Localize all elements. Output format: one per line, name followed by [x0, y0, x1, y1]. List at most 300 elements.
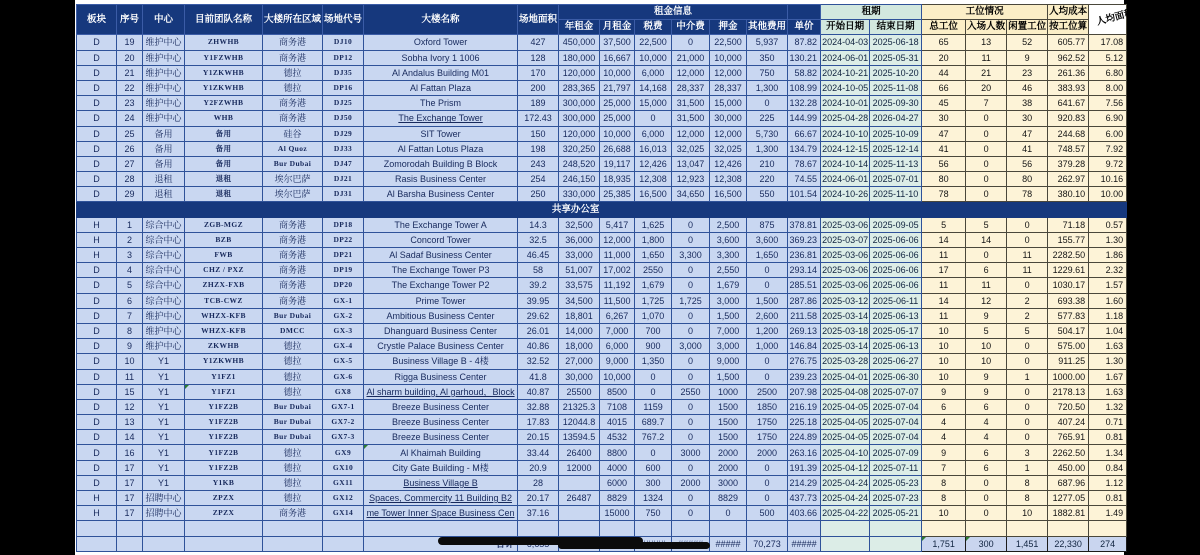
- cell-tax[interactable]: 750: [635, 506, 672, 521]
- cell-tax[interactable]: 1,625: [635, 217, 672, 232]
- cell-seq[interactable]: 12: [117, 399, 143, 414]
- cell-cost-per-seat[interactable]: 261.36: [1048, 65, 1089, 80]
- cell-area[interactable]: 32.5: [518, 232, 559, 247]
- cell-idle-seats[interactable]: 0: [1007, 415, 1048, 430]
- cell-idle-seats[interactable]: 0: [1007, 399, 1048, 414]
- cell-center[interactable]: 维护中心: [143, 111, 185, 126]
- cell-cost-per-seat[interactable]: 1000.00: [1048, 369, 1089, 384]
- cell-idle-seats[interactable]: 0: [1007, 278, 1048, 293]
- cell-site-code[interactable]: DJ21: [323, 172, 364, 187]
- cell-start-date[interactable]: 2024-10-10: [821, 126, 870, 141]
- cell-region[interactable]: 硅谷: [263, 126, 323, 141]
- cell-cost-per-seat[interactable]: [1048, 521, 1089, 536]
- cell-annual-rent[interactable]: 21325.3: [559, 399, 600, 414]
- cell-seq[interactable]: 17: [117, 506, 143, 521]
- cell-annual-rent[interactable]: 283,365: [559, 80, 600, 95]
- cell-end-date[interactable]: 2025-06-13: [870, 339, 922, 354]
- cell-building[interactable]: Rigga Business Center: [364, 369, 518, 384]
- cell-monthly-rent[interactable]: 37,500: [600, 35, 635, 50]
- cell-monthly-rent[interactable]: 10,000: [600, 65, 635, 80]
- cell-area[interactable]: 41.8: [518, 369, 559, 384]
- cell-plate[interactable]: D: [77, 50, 117, 65]
- cell-people[interactable]: 13: [966, 35, 1007, 50]
- cell-site-code[interactable]: GX7-2: [323, 415, 364, 430]
- cell-idle-seats[interactable]: 46: [1007, 80, 1048, 95]
- cell-deposit[interactable]: 15,000: [710, 96, 747, 111]
- cell-unit-price[interactable]: 207.98: [788, 384, 821, 399]
- cell-plate[interactable]: D: [77, 96, 117, 111]
- cell-monthly-rent[interactable]: 19,117: [600, 156, 635, 171]
- cell-other-fees[interactable]: 750: [747, 65, 788, 80]
- cell-deposit[interactable]: 3,600: [710, 232, 747, 247]
- cell-unit-price[interactable]: 276.75: [788, 354, 821, 369]
- cell-other-fees[interactable]: 1,650: [747, 248, 788, 263]
- cell-agency-fee[interactable]: 3,000: [672, 339, 710, 354]
- cell-building[interactable]: Breeze Business Center: [364, 430, 518, 445]
- cell-start-date[interactable]: 2024-10-21: [821, 65, 870, 80]
- cell-plate[interactable]: D: [77, 460, 117, 475]
- cell-area-per-person[interactable]: 1.57: [1089, 278, 1127, 293]
- cell-deposit[interactable]: 3,300: [710, 248, 747, 263]
- cell-agency-fee[interactable]: 0: [672, 491, 710, 506]
- cell-unit-price[interactable]: 134.79: [788, 141, 821, 156]
- cell-plate[interactable]: D: [77, 323, 117, 338]
- cell-unit-price[interactable]: 236.81: [788, 248, 821, 263]
- cell-region[interactable]: Al Quoz: [263, 141, 323, 156]
- cell-plate[interactable]: H: [77, 248, 117, 263]
- cell-total-seats[interactable]: 11: [922, 278, 966, 293]
- cell-center[interactable]: 退租: [143, 172, 185, 187]
- cell-seq[interactable]: 10: [117, 354, 143, 369]
- cell-start-date[interactable]: [821, 521, 870, 536]
- cell-plate[interactable]: H: [77, 491, 117, 506]
- cell-annual-rent[interactable]: [559, 506, 600, 521]
- cell-seq[interactable]: 24: [117, 111, 143, 126]
- cell-annual-rent[interactable]: 33,575: [559, 278, 600, 293]
- cell-tax[interactable]: 0: [635, 369, 672, 384]
- cell-other-fees[interactable]: 0: [747, 278, 788, 293]
- cell-cost-per-seat[interactable]: 962.52: [1048, 50, 1089, 65]
- cell-unit-price[interactable]: #####: [788, 536, 821, 551]
- cell-agency-fee[interactable]: 2000: [672, 475, 710, 490]
- cell-end-date[interactable]: 2025-12-14: [870, 141, 922, 156]
- cell-plate[interactable]: D: [77, 475, 117, 490]
- cell-building[interactable]: The Exchange Tower: [364, 111, 518, 126]
- cell-site-code[interactable]: GX-6: [323, 369, 364, 384]
- cell-area-per-person[interactable]: 1.63: [1089, 339, 1127, 354]
- cell-start-date[interactable]: 2024-06-01: [821, 172, 870, 187]
- cell-total-seats[interactable]: 14: [922, 293, 966, 308]
- cell-start-date[interactable]: 2025-03-07: [821, 232, 870, 247]
- cell-plate[interactable]: D: [77, 354, 117, 369]
- cell-unit-price[interactable]: 58.82: [788, 65, 821, 80]
- cell-team[interactable]: WHZX-KFB: [185, 308, 263, 323]
- cell-other-fees[interactable]: 1,000: [747, 339, 788, 354]
- cell-seq[interactable]: 20: [117, 50, 143, 65]
- cell-tax[interactable]: 16,013: [635, 141, 672, 156]
- cell-cost-per-seat[interactable]: 2282.50: [1048, 248, 1089, 263]
- cell-start-date[interactable]: 2025-03-14: [821, 308, 870, 323]
- cell-people[interactable]: 6: [966, 263, 1007, 278]
- cell-area-per-person[interactable]: 8.00: [1089, 80, 1127, 95]
- cell-monthly-rent[interactable]: 16,667: [600, 50, 635, 65]
- cell-center[interactable]: Y1: [143, 384, 185, 399]
- cell-annual-rent[interactable]: [559, 475, 600, 490]
- cell-area[interactable]: 170: [518, 65, 559, 80]
- cell-annual-rent[interactable]: 450,000: [559, 35, 600, 50]
- cell-team[interactable]: 备用: [185, 141, 263, 156]
- cell-team[interactable]: Y1ZKWHB: [185, 80, 263, 95]
- cell-building[interactable]: Al Fattan Lotus Plaza: [364, 141, 518, 156]
- cell-start-date[interactable]: 2024-10-01: [821, 96, 870, 111]
- cell-idle-seats[interactable]: 11: [1007, 248, 1048, 263]
- cell-tax[interactable]: 1,350: [635, 354, 672, 369]
- cell-plate[interactable]: H: [77, 217, 117, 232]
- cell-start-date[interactable]: 2025-04-05: [821, 430, 870, 445]
- cell-cost-per-seat[interactable]: 575.00: [1048, 339, 1089, 354]
- cell-center[interactable]: Y1: [143, 369, 185, 384]
- cell-annual-rent[interactable]: [559, 521, 600, 536]
- cell-deposit[interactable]: 2,550: [710, 263, 747, 278]
- cell-idle-seats[interactable]: 2: [1007, 308, 1048, 323]
- cell-seq[interactable]: 17: [117, 475, 143, 490]
- cell-unit-price[interactable]: 108.99: [788, 80, 821, 95]
- cell-annual-rent[interactable]: 27,000: [559, 354, 600, 369]
- cell-area[interactable]: 39.2: [518, 278, 559, 293]
- cell-team[interactable]: Y2FZWHB: [185, 96, 263, 111]
- cell-other-fees[interactable]: 220: [747, 172, 788, 187]
- cell-center[interactable]: 综合中心: [143, 293, 185, 308]
- cell-building[interactable]: Al Fattan Plaza: [364, 80, 518, 95]
- cell-region[interactable]: Bur Dubai: [263, 415, 323, 430]
- cell-monthly-rent[interactable]: 18,935: [600, 172, 635, 187]
- cell-region[interactable]: 德拉: [263, 491, 323, 506]
- cell-site-code[interactable]: DJ31: [323, 187, 364, 202]
- cell-region[interactable]: [263, 521, 323, 536]
- cell-building[interactable]: Spaces, Commercity 11 Building B2: [364, 491, 518, 506]
- cell-building[interactable]: The Exchange Tower A: [364, 217, 518, 232]
- cell-team[interactable]: ZGB-MGZ: [185, 217, 263, 232]
- cell-site-code[interactable]: DJ35: [323, 65, 364, 80]
- cell-total-seats[interactable]: 8: [922, 475, 966, 490]
- cell-area[interactable]: 150: [518, 126, 559, 141]
- cell-tax[interactable]: 300: [635, 475, 672, 490]
- cell-total-seats[interactable]: 65: [922, 35, 966, 50]
- cell-region[interactable]: 德拉: [263, 445, 323, 460]
- cell-end-date[interactable]: 2025-11-10: [870, 187, 922, 202]
- cell-tax[interactable]: 1,725: [635, 293, 672, 308]
- cell-idle-seats[interactable]: 30: [1007, 111, 1048, 126]
- cell-area-per-person[interactable]: 10.16: [1089, 172, 1127, 187]
- cell-site-code[interactable]: DJ25: [323, 96, 364, 111]
- cell-agency-fee[interactable]: 13,047: [672, 156, 710, 171]
- cell-team[interactable]: ZHZX-FXB: [185, 278, 263, 293]
- cell-area-per-person[interactable]: 7.56: [1089, 96, 1127, 111]
- cell-monthly-rent[interactable]: 6,000: [600, 339, 635, 354]
- cell-other-fees[interactable]: 550: [747, 187, 788, 202]
- cell-region[interactable]: 商务港: [263, 506, 323, 521]
- cell-monthly-rent[interactable]: 11,000: [600, 248, 635, 263]
- cell-people[interactable]: 10: [966, 354, 1007, 369]
- cell-start-date[interactable]: 2025-04-08: [821, 384, 870, 399]
- cell-plate[interactable]: D: [77, 156, 117, 171]
- cell-plate[interactable]: [77, 536, 117, 551]
- cell-area[interactable]: 427: [518, 35, 559, 50]
- cell-building[interactable]: Ambitious Business Center: [364, 308, 518, 323]
- cell-total-seats[interactable]: 4: [922, 415, 966, 430]
- cell-unit-price[interactable]: 287.86: [788, 293, 821, 308]
- cell-tax[interactable]: 6,000: [635, 65, 672, 80]
- cell-annual-rent[interactable]: 25500: [559, 384, 600, 399]
- cell-region[interactable]: 埃尔巴萨: [263, 187, 323, 202]
- cell-team[interactable]: ZHWHB: [185, 35, 263, 50]
- cell-start-date[interactable]: 2024-10-05: [821, 80, 870, 95]
- cell-cost-per-seat[interactable]: 2178.13: [1048, 384, 1089, 399]
- cell-end-date[interactable]: 2025-05-31: [870, 50, 922, 65]
- cell-area-per-person[interactable]: 17.08: [1089, 35, 1127, 50]
- cell-plate[interactable]: D: [77, 339, 117, 354]
- cell-annual-rent[interactable]: 36,000: [559, 232, 600, 247]
- cell-team[interactable]: BZB: [185, 232, 263, 247]
- cell-idle-seats[interactable]: 0: [1007, 339, 1048, 354]
- cell-idle-seats[interactable]: 23: [1007, 65, 1048, 80]
- cell-idle-seats[interactable]: 38: [1007, 96, 1048, 111]
- cell-unit-price[interactable]: 191.39: [788, 460, 821, 475]
- cell-end-date[interactable]: 2025-09-05: [870, 217, 922, 232]
- cell-building[interactable]: Business Village B - 4楼: [364, 354, 518, 369]
- cell-people[interactable]: 0: [966, 156, 1007, 171]
- cell-agency-fee[interactable]: 28,337: [672, 80, 710, 95]
- cell-people[interactable]: 0: [966, 491, 1007, 506]
- cell-region[interactable]: 商务港: [263, 50, 323, 65]
- cell-total-seats[interactable]: 30: [922, 111, 966, 126]
- cell-total-seats[interactable]: 78: [922, 187, 966, 202]
- cell-start-date[interactable]: 2025-03-14: [821, 339, 870, 354]
- cell-deposit[interactable]: 1500: [710, 415, 747, 430]
- cell-area[interactable]: 14.3: [518, 217, 559, 232]
- cell-end-date[interactable]: 2025-07-04: [870, 430, 922, 445]
- cell-area[interactable]: 46.45: [518, 248, 559, 263]
- cell-plate[interactable]: D: [77, 80, 117, 95]
- cell-site-code[interactable]: DP16: [323, 80, 364, 95]
- cell-region[interactable]: 德拉: [263, 384, 323, 399]
- cell-tax[interactable]: 1159: [635, 399, 672, 414]
- cell-plate[interactable]: D: [77, 384, 117, 399]
- cell-agency-fee[interactable]: 1,725: [672, 293, 710, 308]
- cell-cost-per-seat[interactable]: 720.50: [1048, 399, 1089, 414]
- cell-center[interactable]: 维护中心: [143, 80, 185, 95]
- cell-monthly-rent[interactable]: 4532: [600, 430, 635, 445]
- cell-cost-per-seat[interactable]: 22,330: [1048, 536, 1089, 551]
- cell-deposit[interactable]: 1500: [710, 430, 747, 445]
- cell-idle-seats[interactable]: 0: [1007, 430, 1048, 445]
- cell-team[interactable]: Y1FZ2B: [185, 445, 263, 460]
- cell-annual-rent[interactable]: 30,000: [559, 369, 600, 384]
- cell-area-per-person[interactable]: [1089, 521, 1127, 536]
- cell-end-date[interactable]: 2025-07-04: [870, 415, 922, 430]
- cell-other-fees[interactable]: 5,937: [747, 35, 788, 50]
- cell-agency-fee[interactable]: [672, 521, 710, 536]
- cell-monthly-rent[interactable]: 5,417: [600, 217, 635, 232]
- cell-area-per-person[interactable]: 1.63: [1089, 384, 1127, 399]
- cell-team[interactable]: [185, 521, 263, 536]
- cell-seq[interactable]: [117, 521, 143, 536]
- cell-team[interactable]: Y1KB: [185, 475, 263, 490]
- cell-site-code[interactable]: [323, 536, 364, 551]
- cell-center[interactable]: 维护中心: [143, 339, 185, 354]
- cell-plate[interactable]: D: [77, 430, 117, 445]
- cell-area-per-person[interactable]: 1.30: [1089, 354, 1127, 369]
- cell-tax[interactable]: 600: [635, 460, 672, 475]
- cell-plate[interactable]: D: [77, 35, 117, 50]
- cell-plate[interactable]: D: [77, 308, 117, 323]
- cell-team[interactable]: Y1FZ1: [185, 369, 263, 384]
- cell-center[interactable]: 综合中心: [143, 263, 185, 278]
- cell-agency-fee[interactable]: 0: [672, 506, 710, 521]
- cell-monthly-rent[interactable]: 8800: [600, 445, 635, 460]
- cell-plate[interactable]: D: [77, 172, 117, 187]
- cell-seq[interactable]: 11: [117, 369, 143, 384]
- cell-site-code[interactable]: DP19: [323, 263, 364, 278]
- cell-idle-seats[interactable]: 78: [1007, 187, 1048, 202]
- cell-end-date[interactable]: [870, 521, 922, 536]
- cell-tax[interactable]: 0: [635, 445, 672, 460]
- cell-total-seats[interactable]: 17: [922, 263, 966, 278]
- cell-site-code[interactable]: DP20: [323, 278, 364, 293]
- cell-other-fees[interactable]: 70,273: [747, 536, 788, 551]
- cell-region[interactable]: 德拉: [263, 475, 323, 490]
- cell-other-fees[interactable]: 3,600: [747, 232, 788, 247]
- cell-tax[interactable]: 12,426: [635, 156, 672, 171]
- cell-monthly-rent[interactable]: 25,000: [600, 96, 635, 111]
- cell-start-date[interactable]: 2025-03-06: [821, 278, 870, 293]
- cell-site-code[interactable]: DP21: [323, 248, 364, 263]
- cell-start-date[interactable]: 2025-03-06: [821, 248, 870, 263]
- cell-people[interactable]: 0: [966, 187, 1007, 202]
- cell-area[interactable]: 39.95: [518, 293, 559, 308]
- cell-area[interactable]: 58: [518, 263, 559, 278]
- cell-seq[interactable]: 8: [117, 323, 143, 338]
- cell-center[interactable]: 综合中心: [143, 217, 185, 232]
- cell-idle-seats[interactable]: 8: [1007, 475, 1048, 490]
- cell-region[interactable]: 德拉: [263, 354, 323, 369]
- cell-people[interactable]: 0: [966, 506, 1007, 521]
- cell-other-fees[interactable]: 1850: [747, 399, 788, 414]
- cell-agency-fee[interactable]: 2550: [672, 384, 710, 399]
- cell-deposit[interactable]: #####: [710, 536, 747, 551]
- cell-annual-rent[interactable]: 246,150: [559, 172, 600, 187]
- cell-cost-per-seat[interactable]: 450.00: [1048, 460, 1089, 475]
- cell-plate[interactable]: D: [77, 111, 117, 126]
- cell-idle-seats[interactable]: 3: [1007, 445, 1048, 460]
- cell-area-per-person[interactable]: 9.72: [1089, 156, 1127, 171]
- cell-cost-per-seat[interactable]: 504.17: [1048, 323, 1089, 338]
- cell-building[interactable]: Breeze Business Center: [364, 415, 518, 430]
- cell-agency-fee[interactable]: 0: [672, 35, 710, 50]
- cell-end-date[interactable]: 2025-11-08: [870, 80, 922, 95]
- cell-idle-seats[interactable]: 80: [1007, 172, 1048, 187]
- cell-site-code[interactable]: DP22: [323, 232, 364, 247]
- cell-total-seats[interactable]: 44: [922, 65, 966, 80]
- cell-cost-per-seat[interactable]: 1277.05: [1048, 491, 1089, 506]
- cell-annual-rent[interactable]: 300,000: [559, 111, 600, 126]
- cell-deposit[interactable]: 12,308: [710, 172, 747, 187]
- cell-center[interactable]: Y1: [143, 445, 185, 460]
- cell-area-per-person[interactable]: 5.12: [1089, 50, 1127, 65]
- cell-site-code[interactable]: GX10: [323, 460, 364, 475]
- cell-team[interactable]: 退租: [185, 187, 263, 202]
- cell-cost-per-seat[interactable]: 262.97: [1048, 172, 1089, 187]
- cell-other-fees[interactable]: 0: [747, 369, 788, 384]
- cell-tax[interactable]: 1324: [635, 491, 672, 506]
- cell-monthly-rent[interactable]: 11,192: [600, 278, 635, 293]
- cell-total-seats[interactable]: 9: [922, 445, 966, 460]
- cell-other-fees[interactable]: 2500: [747, 384, 788, 399]
- cell-tax[interactable]: 12,308: [635, 172, 672, 187]
- cell-monthly-rent[interactable]: [600, 521, 635, 536]
- cell-monthly-rent[interactable]: 15000: [600, 506, 635, 521]
- cell-team[interactable]: Y1FZ2B: [185, 430, 263, 445]
- cell-idle-seats[interactable]: 8: [1007, 491, 1048, 506]
- cell-area-per-person[interactable]: 1.60: [1089, 293, 1127, 308]
- cell-building[interactable]: Business Village B: [364, 475, 518, 490]
- cell-area-per-person[interactable]: 0.57: [1089, 217, 1127, 232]
- cell-end-date[interactable]: 2025-11-13: [870, 156, 922, 171]
- cell-site-code[interactable]: DP12: [323, 50, 364, 65]
- cell-site-code[interactable]: GX-3: [323, 323, 364, 338]
- cell-center[interactable]: 维护中心: [143, 65, 185, 80]
- cell-people[interactable]: 12: [966, 293, 1007, 308]
- cell-region[interactable]: 商务港: [263, 111, 323, 126]
- cell-area-per-person[interactable]: 1.12: [1089, 475, 1127, 490]
- cell-area-per-person[interactable]: 7.92: [1089, 141, 1127, 156]
- cell-center[interactable]: 备用: [143, 141, 185, 156]
- cell-plate[interactable]: D: [77, 278, 117, 293]
- cell-tax[interactable]: 700: [635, 323, 672, 338]
- cell-region[interactable]: 商务港: [263, 248, 323, 263]
- cell-team[interactable]: ZKWHB: [185, 339, 263, 354]
- cell-seq[interactable]: 13: [117, 415, 143, 430]
- cell-other-fees[interactable]: 5,730: [747, 126, 788, 141]
- cell-agency-fee[interactable]: 3000: [672, 445, 710, 460]
- cell-monthly-rent[interactable]: 7,000: [600, 323, 635, 338]
- cell-total-seats[interactable]: 10: [922, 354, 966, 369]
- cell-center[interactable]: Y1: [143, 399, 185, 414]
- cell-site-code[interactable]: DJ29: [323, 126, 364, 141]
- cell-annual-rent[interactable]: 14,000: [559, 323, 600, 338]
- cell-area[interactable]: 128: [518, 50, 559, 65]
- cell-agency-fee[interactable]: 0: [672, 415, 710, 430]
- cell-area-per-person[interactable]: 1.18: [1089, 308, 1127, 323]
- cell-end-date[interactable]: 2025-06-30: [870, 369, 922, 384]
- cell-cost-per-seat[interactable]: 687.96: [1048, 475, 1089, 490]
- cell-site-code[interactable]: GX8: [323, 384, 364, 399]
- cell-deposit[interactable]: 22,500: [710, 35, 747, 50]
- cell-idle-seats[interactable]: 9: [1007, 50, 1048, 65]
- cell-area[interactable]: 200: [518, 80, 559, 95]
- cell-cost-per-seat[interactable]: 748.57: [1048, 141, 1089, 156]
- cell-region[interactable]: 商务港: [263, 293, 323, 308]
- cell-seq[interactable]: 27: [117, 156, 143, 171]
- cell-cost-per-seat[interactable]: 911.25: [1048, 354, 1089, 369]
- cell-region[interactable]: 商务港: [263, 263, 323, 278]
- cell-deposit[interactable]: 3000: [710, 475, 747, 490]
- cell-area-per-person[interactable]: 1.30: [1089, 232, 1127, 247]
- cell-idle-seats[interactable]: 1: [1007, 369, 1048, 384]
- cell-other-fees[interactable]: 350: [747, 50, 788, 65]
- cell-area[interactable]: 40.86: [518, 339, 559, 354]
- cell-idle-seats[interactable]: 56: [1007, 156, 1048, 171]
